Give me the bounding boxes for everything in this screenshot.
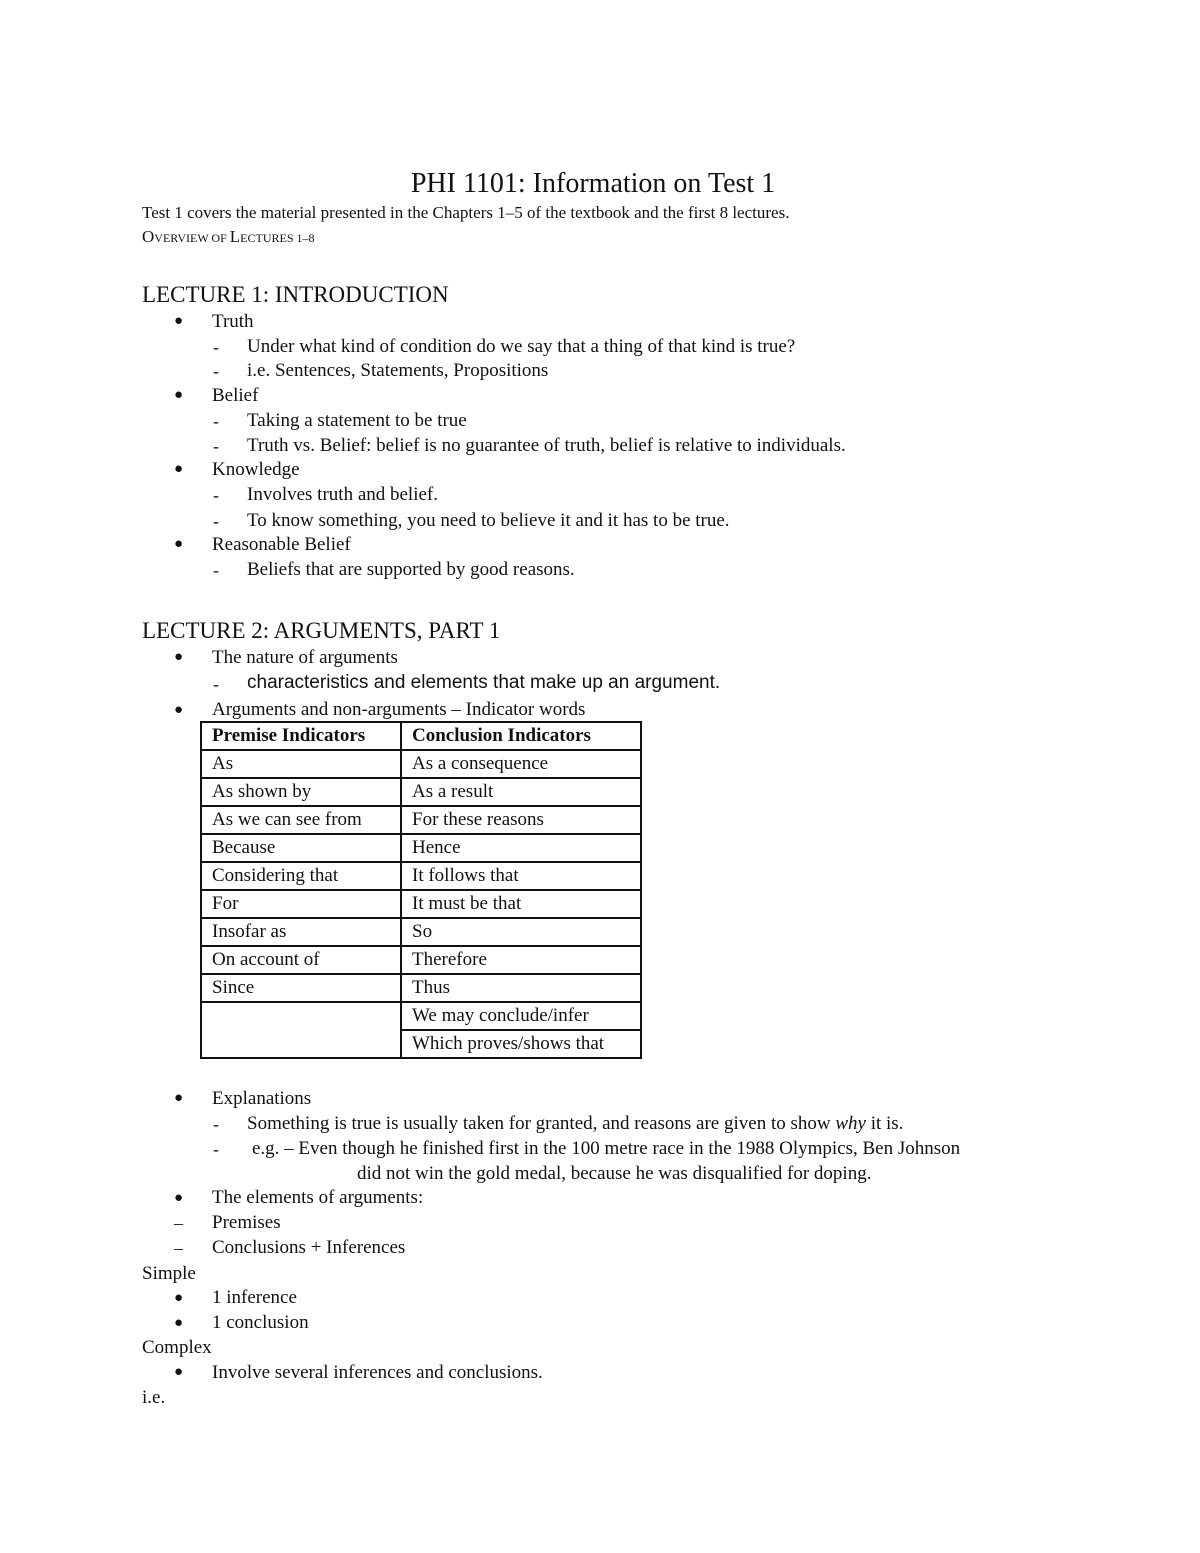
table-row: [201, 778, 641, 806]
dash-icon: -: [213, 1114, 219, 1134]
table-cell: It must be that: [401, 890, 641, 918]
dash-icon: -: [213, 511, 219, 531]
table-cell: As a result: [401, 778, 641, 806]
table-cell: For: [201, 890, 401, 918]
list-item: Knowledge: [212, 459, 300, 480]
bullet-icon: ●: [174, 313, 184, 329]
list-item: 1 conclusion: [212, 1312, 309, 1333]
table-cell: Since: [201, 974, 401, 1002]
table-cell: As a consequence: [401, 750, 641, 778]
dash-icon: -: [213, 674, 219, 694]
table-cell: Hence: [401, 834, 641, 862]
bullet-icon: ●: [174, 387, 184, 403]
lecture-1-heading: LECTURE 1: INTRODUCTION: [142, 282, 449, 307]
list-item: Explanations: [212, 1088, 312, 1109]
ie-label: i.e.: [142, 1387, 166, 1408]
dash-icon: -: [213, 485, 219, 505]
list-item: Belief: [212, 385, 259, 406]
table-cell: On account of: [201, 946, 401, 974]
sub-list-item: Under what kind of condition do we say that a thing of that kind is true?: [247, 336, 796, 357]
bullet-icon: ●: [174, 1090, 184, 1106]
table-row: [201, 1002, 641, 1030]
table-cell: Considering that: [201, 862, 401, 890]
table-cell: So: [401, 918, 641, 946]
table-cell: Therefore: [401, 946, 641, 974]
dash-icon: –: [174, 1213, 183, 1233]
dash-icon: -: [213, 436, 219, 456]
table-cell: For these reasons: [401, 806, 641, 834]
sub-list-item: Truth vs. Belief: belief is no guarantee of truth, belief is relative to individuals.: [247, 435, 846, 456]
table-row: [201, 862, 641, 890]
list-item: Truth: [212, 311, 254, 332]
bullet-icon: ●: [174, 1290, 184, 1306]
table-cell: We may conclude/infer: [401, 1002, 641, 1030]
table-cell: As: [201, 750, 401, 778]
list-item: 1 inference: [212, 1287, 297, 1308]
overview-heading: OVERVIEW OF LECTURES 1–8: [142, 227, 315, 246]
sub-list-item: i.e. Sentences, Statements, Propositions: [247, 360, 549, 381]
table-row: [201, 834, 641, 862]
table-row: [201, 918, 641, 946]
premise-indicators-header: Premise Indicators: [201, 722, 401, 750]
table-cell-empty: [201, 1002, 401, 1058]
conclusion-indicators-header: Conclusion Indicators: [401, 722, 641, 750]
table-row: [201, 750, 641, 778]
table-row: [201, 806, 641, 834]
table-cell: Because: [201, 834, 401, 862]
list-item: Reasonable Belief: [212, 534, 351, 555]
table-row: [201, 946, 641, 974]
dash-icon: -: [213, 411, 219, 431]
list-item: Conclusions + Inferences: [212, 1237, 406, 1258]
table-cell: As shown by: [201, 778, 401, 806]
list-item: Involve several inferences and conclusions.: [212, 1362, 543, 1383]
bullet-icon: ●: [174, 1315, 184, 1331]
simple-label: Simple: [142, 1263, 196, 1284]
lecture-2-heading: LECTURE 2: ARGUMENTS, PART 1: [142, 618, 501, 643]
bullet-icon: ●: [174, 461, 184, 477]
table-row: [201, 974, 641, 1002]
table-header-row: [201, 722, 641, 750]
table-row: [201, 890, 641, 918]
list-item: Premises: [212, 1212, 281, 1233]
bullet-icon: ●: [174, 536, 184, 552]
sub-list-item: Beliefs that are supported by good reasons.: [247, 559, 575, 580]
list-item: The elements of arguments:: [212, 1187, 424, 1208]
indicator-words-table: [200, 721, 642, 1059]
dash-icon: -: [213, 337, 219, 357]
table-cell: Thus: [401, 974, 641, 1002]
sub-list-item: To know something, you need to believe it and it has to be true.: [247, 510, 730, 531]
bullet-icon: ●: [174, 1190, 184, 1206]
bullet-icon: ●: [174, 1364, 184, 1380]
sub-list-item: e.g. – Even though he finished first in the 100 metre race in the 1988 Olympics, Ben Johnson: [252, 1138, 961, 1159]
sub-list-item: Taking a statement to be true: [247, 410, 467, 431]
sub-list-item: characteristics and elements that make up an argument.: [247, 672, 721, 693]
intro-text: Test 1 covers the material presented in the Chapters 1–5 of the textbook and the first 8 lectures.: [142, 203, 790, 222]
complex-label: Complex: [142, 1337, 212, 1358]
bullet-icon: ●: [174, 702, 184, 718]
list-item: Arguments and non-arguments – Indicator words: [212, 699, 586, 720]
sub-list-item: Involves truth and belief.: [247, 484, 439, 505]
dash-icon: -: [213, 361, 219, 381]
dash-icon: -: [213, 1139, 219, 1159]
dash-icon: -: [213, 560, 219, 580]
table-cell: As we can see from: [201, 806, 401, 834]
list-item: The nature of arguments: [212, 647, 398, 668]
table-cell: Insofar as: [201, 918, 401, 946]
table-cell: Which proves/shows that: [401, 1030, 641, 1058]
table-cell: It follows that: [401, 862, 641, 890]
bullet-icon: ●: [174, 649, 184, 665]
sub-list-item-continuation: did not win the gold medal, because he was disqualified for doping.: [357, 1163, 872, 1184]
page-title: PHI 1101: Information on Test 1: [410, 168, 776, 199]
dash-icon: –: [174, 1238, 183, 1258]
sub-list-item: Something is true is usually taken for granted, and reasons are given to show why it is.: [247, 1113, 904, 1134]
